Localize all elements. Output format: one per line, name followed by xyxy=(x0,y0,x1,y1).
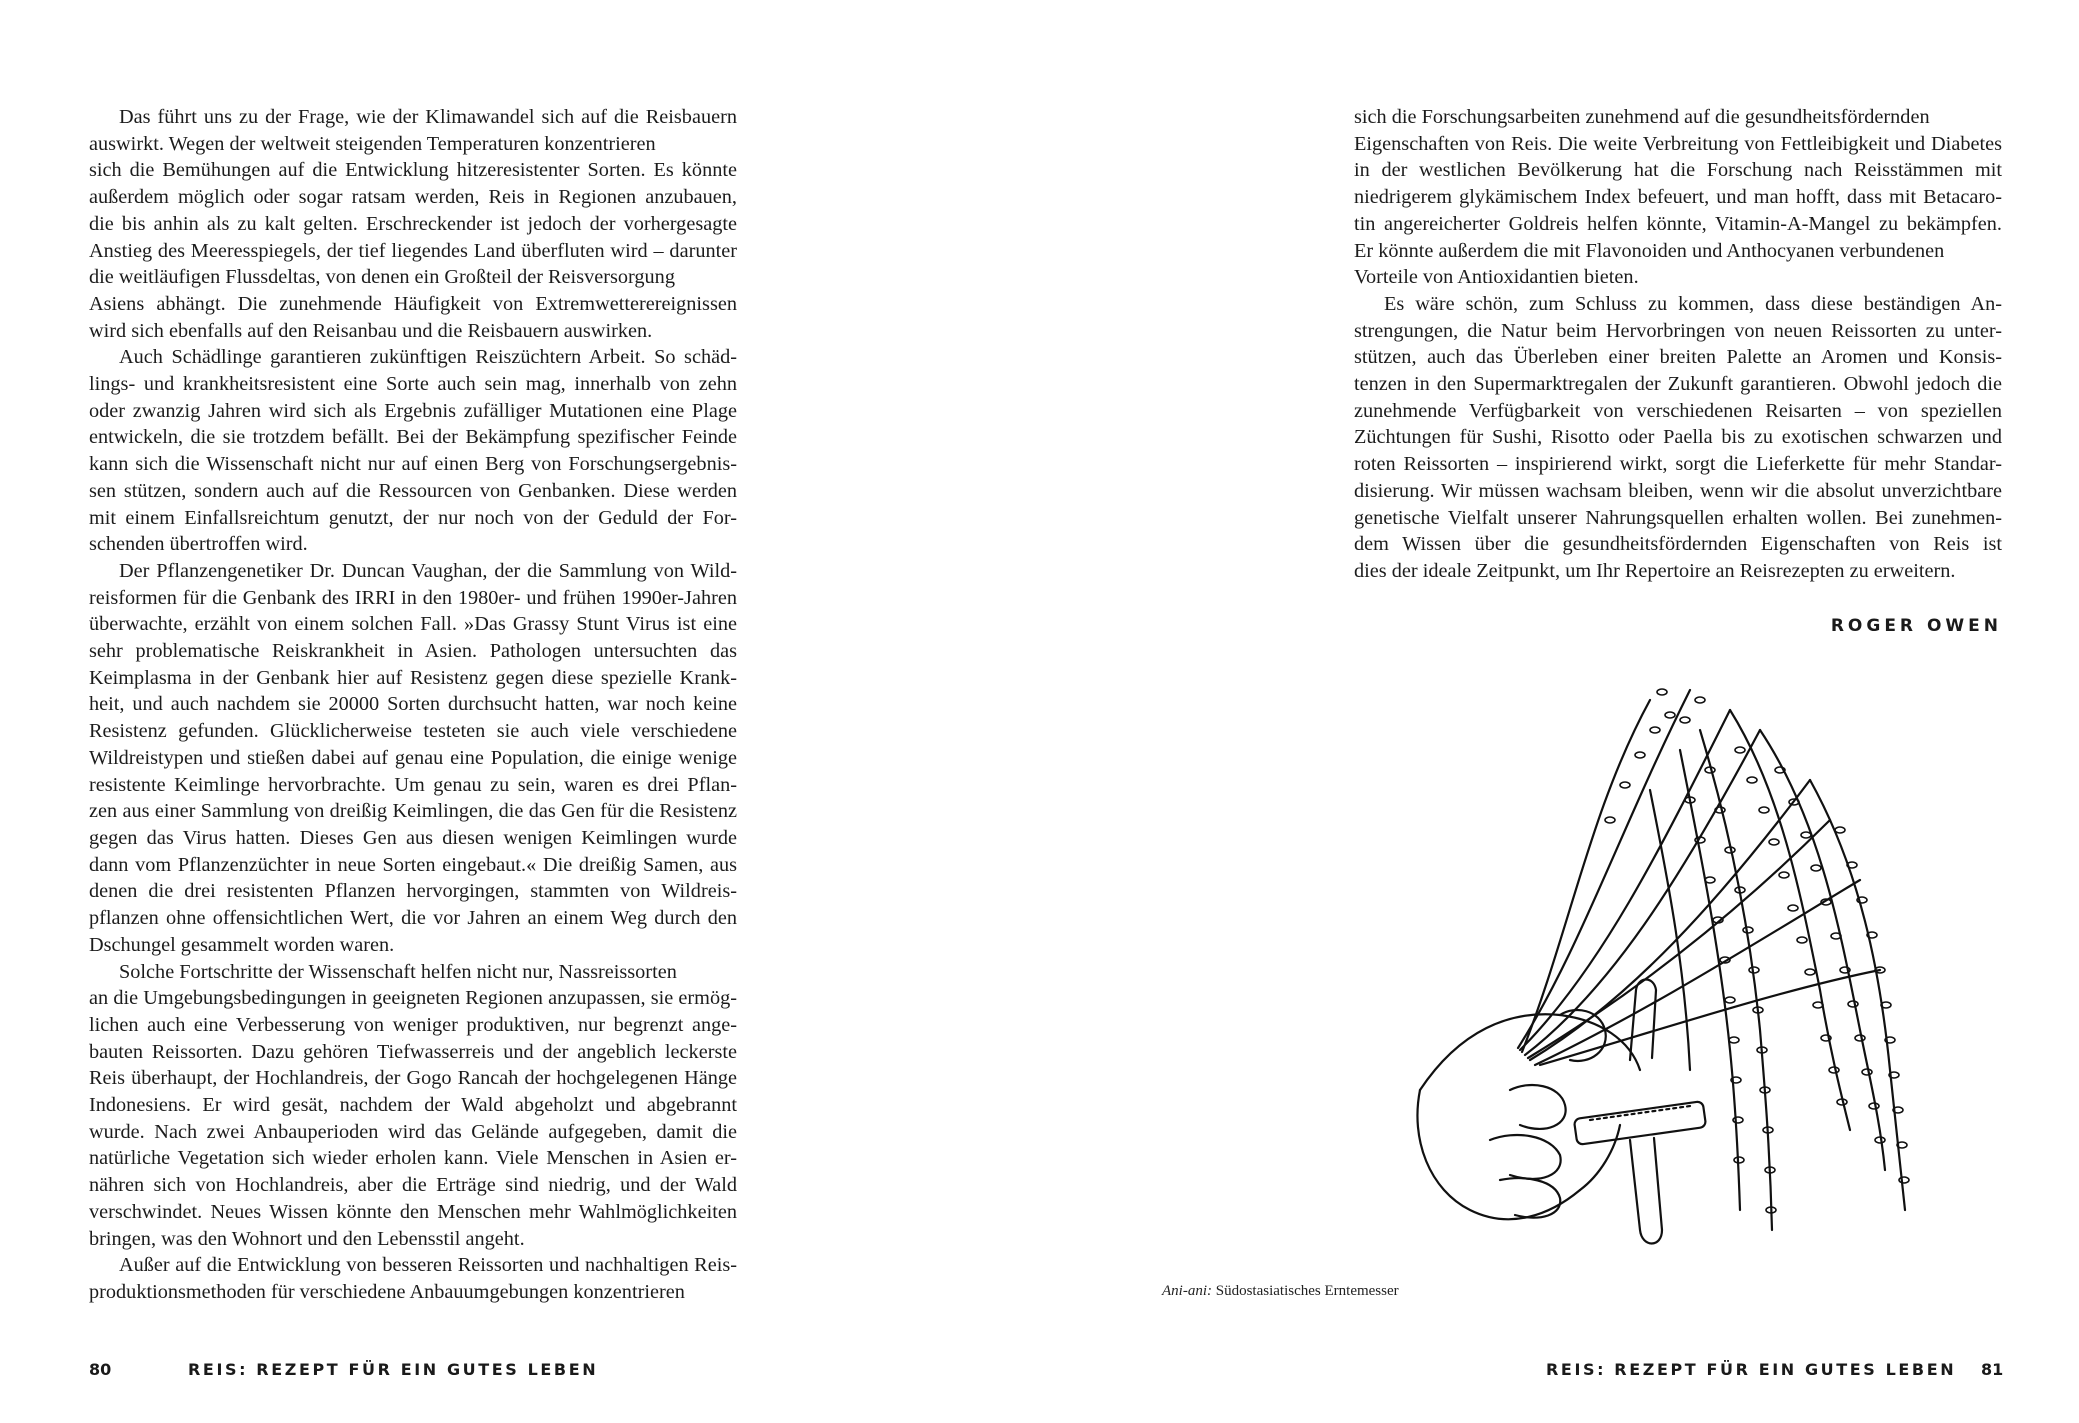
page-number-left: 80 xyxy=(89,1360,112,1379)
text-line: schenden übertroffen wird. xyxy=(89,533,308,556)
text-line: reisformen für die Genbank des IRRI in den 1980er- und frühen 1990er-Jahren xyxy=(89,586,737,609)
text-line: Vorteile von Antioxidantien bieten. xyxy=(1354,266,1639,289)
text-line: Dschungel gesammelt worden waren. xyxy=(89,933,395,956)
text-line: Anstieg des Meeresspiegels, der tief liegendes Land überfluten wird – darunter xyxy=(89,239,737,262)
running-head-left: REIS: REZEPT FÜR EIN GUTES LEBEN xyxy=(188,1360,599,1379)
text-line: pflanzen ohne offensichtlichen Wert, die vor Jahren an einem Weg durch den xyxy=(89,907,737,930)
text-line: Er könnte außerdem die mit Flavonoiden und Anthocyanen verbundenen xyxy=(1354,239,1945,262)
text-line: Solche Fortschritte der Wissenschaft helfen nicht nur, Nassreissorten xyxy=(119,960,677,983)
text-line: die weitläufigen Flussdeltas, von denen ein Großteil der Reisversorgung xyxy=(89,266,675,289)
text-line: Indonesiens. Er wird gesät, nachdem der Wald abgeholzt und abgebrannt xyxy=(89,1094,737,1117)
text-line: Wildreistypen und stießen dabei auf genau eine Population, die einige wenige xyxy=(89,746,737,769)
illustration-caption xyxy=(1162,1283,1399,1300)
text-line: Das führt uns zu der Frage, wie der Klimawandel sich auf die Reisbauern xyxy=(119,106,737,128)
text-line: zen aus einer Sammlung von dreißig Keimlingen, die das Gen für die Resistenz xyxy=(89,800,737,823)
right-body-text xyxy=(1354,104,2002,585)
text-line: niedrigerem glykämischem Index befeuert, und man hofft, dass mit Betacaro- xyxy=(1354,186,2002,209)
text-line: bringen, was den Wohnort und den Lebensstil angeht. xyxy=(89,1227,525,1250)
author-signature: ROGER OWEN xyxy=(1830,616,2002,636)
text-line: lings- und krankheitsresistent eine Sorte auch sein mag, innerhalb von zehn xyxy=(89,373,737,396)
text-line: verschwindet. Neues Wissen könnte den Menschen mehr Wahlmöglichkeiten xyxy=(89,1200,737,1223)
text-line: sich die Forschungsarbeiten zunehmend auf die gesundheitsfördernden xyxy=(1354,106,1930,128)
text-line: auswirkt. Wegen der weltweit steigenden Temperaturen konzentrieren xyxy=(89,132,656,155)
text-line: resistente Keimlinge hervorbrachte. Um genau zu sein, waren es drei Pflan- xyxy=(89,773,737,796)
text-line: natürliche Vegetation sich wieder erholen kann. Viele Menschen in Asien er- xyxy=(89,1147,737,1170)
text-line: genetische Vielfalt unserer Nahrungsquellen erhalten wollen. Bei zunehmen- xyxy=(1354,506,2002,529)
running-head-right: REIS: REZEPT FÜR EIN GUTES LEBEN xyxy=(1546,1360,1957,1379)
text-line: strengungen, die Natur beim Hervorbringen von neuen Reissorten zu unter- xyxy=(1354,319,2002,342)
caption-term: Ani-ani: xyxy=(1162,1283,1212,1299)
text-line: dann vom Pflanzenzüchter in neue Sorten eingebaut.« Die dreißig Samen, aus xyxy=(89,853,737,876)
text-line: Keimplasma in der Genbank hier auf Resistenz gegen diese spezielle Krank- xyxy=(89,666,737,689)
text-line: sehr problematische Reiskrankheit in Asien. Pathologen untersuchten das xyxy=(89,640,737,663)
text-line: wird sich ebenfalls auf den Reisanbau und die Reisbauern auswirken. xyxy=(89,319,653,342)
text-line: disierung. Wir müssen wachsam bleiben, wenn wir die absolut unverzichtbare xyxy=(1354,479,2002,502)
text-line: tin angereicherter Goldreis helfen könnte, Vitamin-A-Mangel zu bekämpfen. xyxy=(1354,212,2002,235)
text-line: wurde. Nach zwei Anbauperioden wird das Gelände aufgegeben, damit die xyxy=(89,1120,737,1143)
page-number-right: 81 xyxy=(1981,1360,2004,1379)
text-line: lichen auch eine Verbesserung von weniger produktiven, nur begrenzt ange- xyxy=(89,1013,737,1036)
text-line: Der Pflanzengenetiker Dr. Duncan Vaughan, der die Sammlung von Wild- xyxy=(119,559,737,582)
text-line: bauten Reissorten. Dazu gehören Tiefwasserreis und der angeblich leckerste xyxy=(89,1040,737,1063)
text-line: denen die drei resistenten Pflanzen hervorgingen, stammten von Wildreis- xyxy=(89,880,737,903)
text-line: die bis anhin als zu kalt gelten. Erschreckender ist jedoch der vorhergesagte xyxy=(89,212,737,235)
text-line: überwachte, erzählt von einem solchen Fall. »Das Grassy Stunt Virus ist eine xyxy=(89,613,737,636)
text-line: stützen, auch das Überleben einer breiten Palette an Aromen und Konsis- xyxy=(1354,346,2002,369)
text-line: an die Umgebungsbedingungen in geeigneten Regionen anzupassen, sie ermög- xyxy=(89,987,737,1010)
text-line: Resistenz gefunden. Glücklicherweise testeten sie auch viele verschiedene xyxy=(89,720,737,743)
text-line: Eigenschaften von Reis. Die weite Verbreitung von Fettleibigkeit und Diabetes xyxy=(1354,132,2002,155)
text-line: kann sich die Wissenschaft nicht nur auf einen Berg von Forschungsergebnis- xyxy=(89,453,737,476)
left-body-text xyxy=(89,104,737,1306)
text-line: außerdem möglich oder sogar ratsam werden, Reis in Regionen anzubauen, xyxy=(89,186,737,209)
text-line: entwickeln, die sie trotzdem befällt. Bei der Bekämpfung spezifischer Feinde xyxy=(89,426,737,449)
text-line: Auch Schädlinge garantieren zukünftigen Reiszüchtern Arbeit. So schäd- xyxy=(119,346,737,369)
text-line: tenzen in den Supermarktregalen der Zukunft garantieren. Obwohl jedoch die xyxy=(1354,373,2002,396)
text-line: Asiens abhängt. Die zunehmende Häufigkeit von Extremwetterereignissen xyxy=(89,292,737,315)
text-line: mit einem Einfallsreichtum genutzt, der nur noch von der Geduld der For- xyxy=(89,506,737,529)
text-line: Züchtungen für Sushi, Risotto oder Paella bis zu exotischen schwarzen und xyxy=(1354,426,2002,449)
text-line: zunehmende Verfügbarkeit von verschiedenen Reisarten – von speziellen xyxy=(1354,399,2002,422)
text-line: Es wäre schön, zum Schluss zu kommen, dass diese beständigen An- xyxy=(1384,292,2002,315)
text-line: Außer auf die Entwicklung von besseren Reissorten und nachhaltigen Reis- xyxy=(119,1254,737,1277)
text-line: sen stützen, sondern auch auf die Ressourcen von Genbanken. Diese werden xyxy=(89,479,737,502)
text-line: roten Reissorten – inspirierend wirkt, sorgt die Lieferkette für mehr Standar- xyxy=(1354,453,2002,476)
text-line: dem Wissen über die gesundheitsfördernden Eigenschaften von Reis ist xyxy=(1354,533,2002,556)
text-line: heit, und auch nachdem sie 20000 Sorten durchsucht hatten, war noch keine xyxy=(89,693,737,716)
text-line: sich die Bemühungen auf die Entwicklung hitzeresistenter Sorten. Es könnte xyxy=(89,159,737,182)
text-line: nähren sich von Hochlandreis, aber die Erträge sind niedrig, und der Wald xyxy=(89,1174,737,1197)
caption-text: Südostasiatisches Erntemesser xyxy=(1212,1283,1399,1299)
text-line: dies der ideale Zeitpunkt, um Ihr Repertoire an Reisrezepten zu erweitern. xyxy=(1354,559,1956,582)
text-line: in der westlichen Bevölkerung hat die Forschung nach Reisstämmen mit xyxy=(1354,159,2002,182)
ani-ani-harvest-knife-illustration xyxy=(1400,670,1960,1270)
text-line: produktionsmethoden für verschiedene Anbauumgebungen konzentrieren xyxy=(89,1280,685,1303)
text-line: Reis überhaupt, der Hochlandreis, der Gogo Rancah der hochgelegenen Hänge xyxy=(89,1067,737,1090)
text-line: oder zwanzig Jahren wird sich als Ergebnis zufälliger Mutationen eine Plage xyxy=(89,399,737,422)
text-line: gegen das Virus hatten. Dieses Gen aus diesen wenigen Keimlingen wurde xyxy=(89,826,737,849)
